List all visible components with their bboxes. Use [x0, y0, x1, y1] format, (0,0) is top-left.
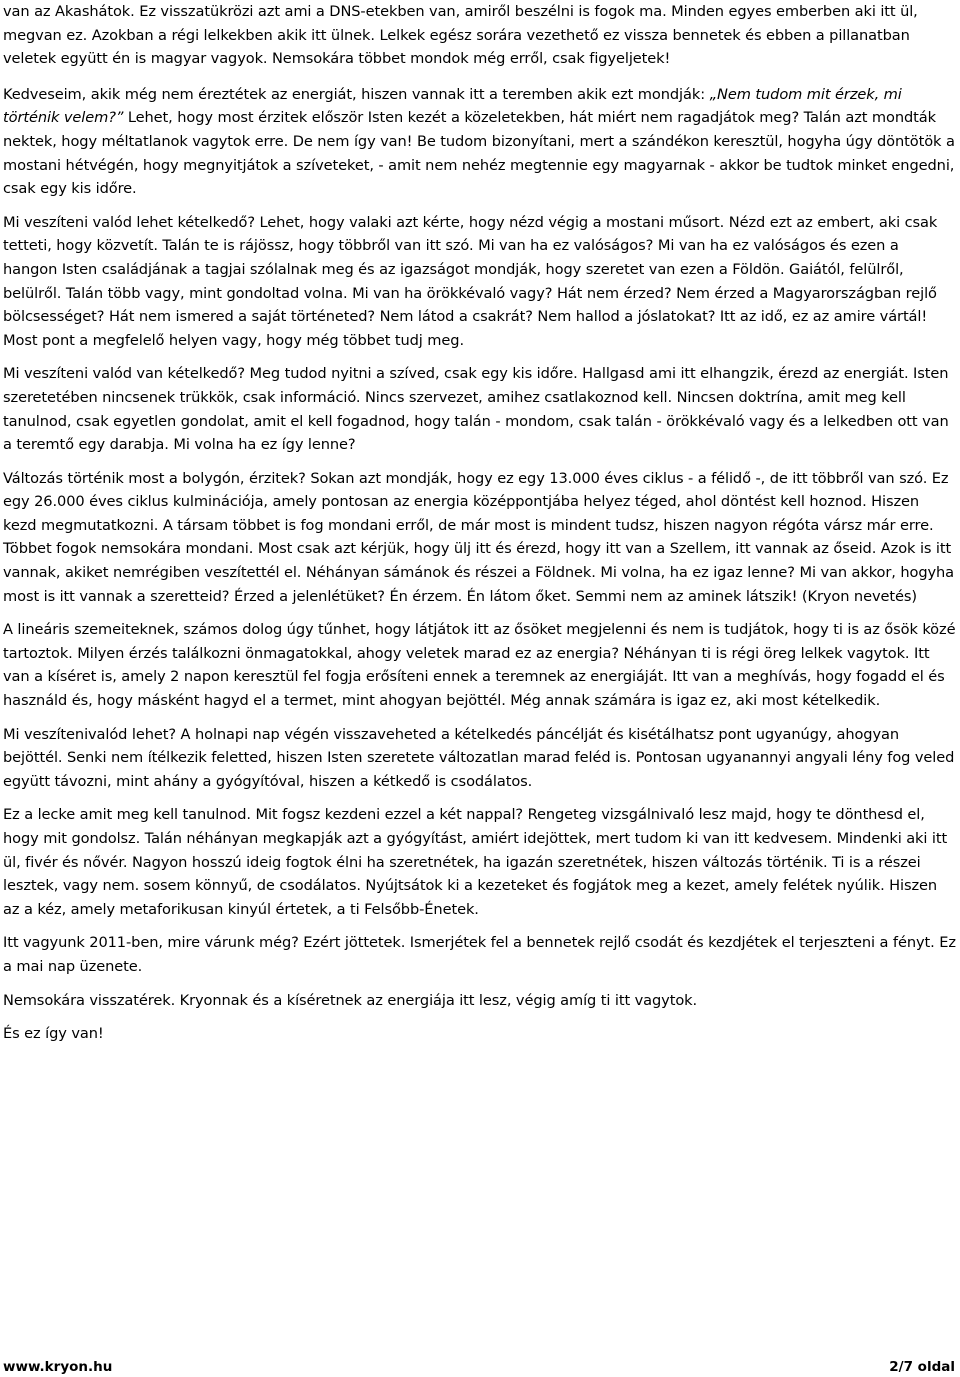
paragraph-text: Itt vagyunk 2011-ben, mire várunk még? Ezért jöttetek. Ismerjétek fel a bennetek rejlő csodát és kezdjétek el terjeszteni a fényt. Ez a mai nap üzenete. [3, 934, 956, 975]
paragraph-linearis [3, 618, 957, 712]
paragraph-text: A lineáris szemeiteknek, számos dolog úgy tűnhet, hogy látjátok itt az ősöket megjelenni és nem is tudjátok, hogy ti is az ősök közé tartoztok. Milyen érzés találkozni önmagatokkal, ahogy veletek marad ez az energia? Néhányan ti is régi öreg lelkek vagytok. Itt van a kíséret is, amely 2 napon keresztül fel fogja erősíteni ennek a teremnek az energiáját. Itt van a meghívás, hogy fogadd el és használd és, hogy másként hagyd el a termet, mint ahogyan bejöttél. Még annak számára is igaz ez, aki most kételkedik. [3, 621, 956, 710]
paragraph-veszitenivalod [3, 723, 957, 794]
paragraph-visszaterek [3, 989, 957, 1013]
paragraph-text: Mi veszíteni valód lehet kételkedő? Lehet, hogy valaki azt kérte, hogy nézd végig a mostani műsort. Nézd ezt az embert, aki csak tetteti, hogy közvetít. Talán te is rájössz, hogy többről van itt szó. Mi van ha ez valóságos? Mi van ha ez valóságos és ezen a hangon Isten családjának a tagjai szólalnak meg és az igazságot mondják, hogy szeretet van ezen a Földön. Gaiától, felülről, belülről. Talán több vagy, mint gondoltad volna. Mi van ha örökkévaló vagy? Hát nem érzed? Nem érzed a Magyarországban rejlő bölcsességet? Hát nem ismered a saját történeted? Nem látod a csakrát? Nem hallod a jóslatokat? Itt az idő, ez az amire vártál! Most pont a megfelelő helyen vagy, hogy még többet tudj meg. [3, 213, 938, 349]
paragraph-text: Mi veszítenivalód lehet? A holnapi nap végén visszaveheted a kételkedés páncélját és kisétálhatsz pont ugyanúgy, ahogyan bejöttél. Senki nem ítélkezik feletted, hiszen Isten szeretete változatlan marad feléd is. Pontosan ugyanannyi angyali lény fog veled együtt távozni, mint ahány a gyógyítóval, hiszen a kétkedő is csodálatos. [3, 725, 955, 790]
paragraph-mi-veszíteni-1 [3, 211, 957, 353]
paragraph-text: És ez így van! [3, 1025, 104, 1043]
paragraph-text: Változás történik most a bolygón, érzitek? Sokan azt mondják, hogy ez egy 13.000 éves ciklus - a félidő -, de itt többről van szó. Ez egy 26.000 éves ciklus kulminációja, amely pontosan az energia középpontjába helyez téged, ahol döntést kell hoznod. Hiszen kezd megmutatkozni. A társam többet is fog mondani erről, de már most is mindent tudsz, hiszen nagyon régóta vársz már erre. Többet fogok nemsokára mondani. Most csak azt kérjük, hogy ülj itt és érezd, hogy itt van a Szellem, itt vannak az őseid. Azok is itt vannak, akiket nemrégiben veszítettél el. Néhányan sámánok és részei a Földnek. Mi volna, ha ez igaz lenne? Mi van akkor, hogyha most is itt vannak a szeretteid? Érzed a jelenlétüket? Én érzem. Én látom őket. Semmi nem az aminek látszik! (Kryon nevetés) [3, 469, 955, 605]
paragraph-2011 [3, 931, 957, 978]
paragraph-closing [3, 1022, 957, 1046]
document-body [3, 0, 957, 1056]
site-url: www.kryon.hu [3, 1359, 113, 1375]
paragraph-mi-veszíteni-2 [3, 362, 957, 456]
paragraph-kedveseim [3, 83, 957, 201]
paragraph-akashatok [3, 0, 957, 71]
paragraph-text: Kedveseim, akik még nem éreztétek az energiát, hiszen vannak itt a teremben akik ezt mondják: [3, 85, 710, 103]
paragraph-text: Ez a lecke amit meg kell tanulnod. Mit fogsz kezdeni ezzel a két nappal? Rengeteg vizsgálnivaló lesz majd, hogy te dönthesd el, hogy mit gondolsz. Talán néhányan megkapják azt a gyógyítást, amiért idejöttek, mert tudom ki van itt kedvesem. Mindenki aki itt ül, fivér és nővér. Nagyon hosszú ideig fogtok élni ha szeretnétek, ha igazán szeretnétek, hiszen változás történik. Ti is a részei lesztek, vagy nem. sosem könnyű, de csodálatos. Nyújtsátok ki a kezeteket és fogjátok meg a kezet, amely felétek nyúlik. Hiszen az a kéz, amely metaforikusan kinyúl értetek, a ti Felsőbb-Énetek. [3, 806, 948, 918]
page-footer [3, 1358, 955, 1376]
paragraph-text: Lehet, hogy most érzitek először Isten kezét a közeletekben, hát miért nem ragadjátok meg? Talán azt mondták nektek, hogy méltatlanok vagytok erre. De nem így van! Be tudom bizonyítani, mert a szándékon keresztül, hogyha úgy döntötök a mostani hétvégén, hogy megnyitjátok a szíveteket, - amit nem nehéz megtennie egy magyarnak - akkor be tudtok minket engedni, csak egy kis időre. [3, 109, 955, 198]
paragraph-text: Nemsokára visszatérek. Kryonnak és a kíséretnek az energiája itt lesz, végig amíg ti itt vagytok. [3, 991, 698, 1009]
paragraph-lecke [3, 803, 957, 921]
quoted-question: „Nem tudom mit érzek, mi történik velem?” [3, 85, 902, 127]
page-number: 2/7 oldal [889, 1359, 955, 1375]
paragraph-text: Mi veszíteni valód van kételkedő? Meg tudod nyitni a szíved, csak egy kis időre. Hallgasd ami itt elhangzik, érezd az energiát. Isten szeretetében nincsenek trükkök, csak információ. Nincs szervezet, amihez csatlakoznod kell. Nincsen doktrína, amit meg kell tanulnod, csak egyetlen gondolat, amit el kell fogadnod, hogy talán - mondom, csak talán - örökkévaló vagy és a lelkedben ott van a teremtő egy darabja. Mi volna ha ez így lenne? [3, 365, 949, 454]
paragraph-valtozas [3, 467, 957, 609]
paragraph-text: van az Akashátok. Ez visszatükrözi azt ami a DNS-etekben van, amiről beszélni is fogok ma. Minden egyes emberben aki itt ül, megvan ez. Azokban a régi lelkekben akik itt ülnek. Lelkek egész sorára vezethető ez vissza bennetek és ebben a pillanatban veletek együtt én is magyar vagyok. Nemsokára többet mondok még erről, csak figyeljetek! [3, 3, 918, 68]
